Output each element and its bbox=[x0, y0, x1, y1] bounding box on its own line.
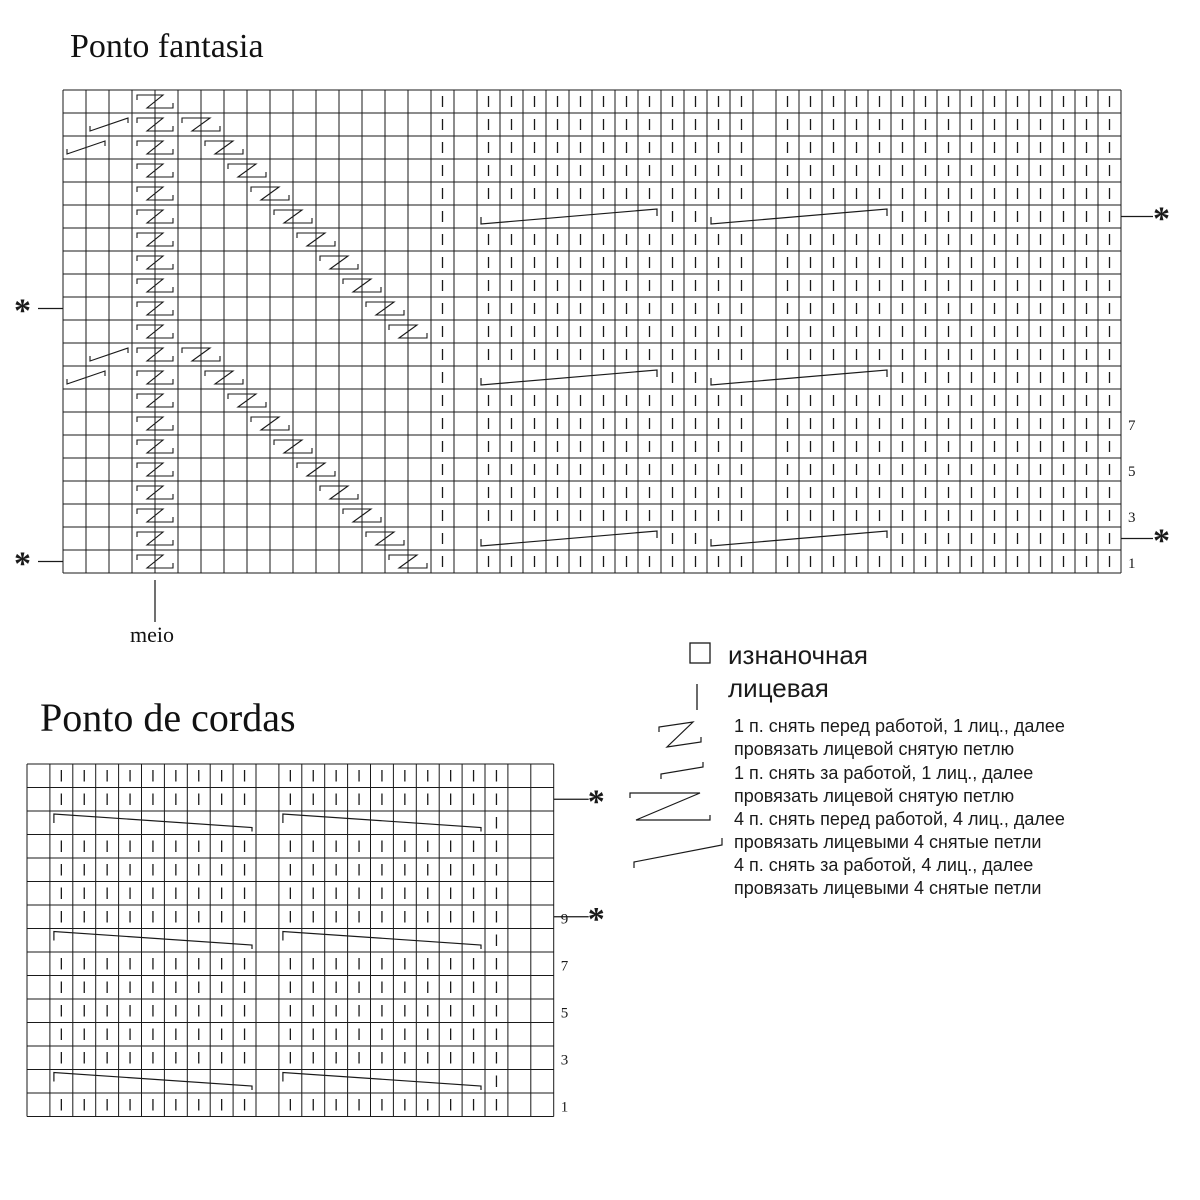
row-number: 9 bbox=[560, 911, 569, 928]
row-number: 1 bbox=[1128, 556, 1136, 572]
cross-4-back-icon bbox=[634, 838, 722, 868]
cable-cross-symbol bbox=[54, 932, 252, 950]
legend-description: 4 п. снять за работой, 4 лиц., далее провязать лицевыми 4 снятые петли bbox=[734, 855, 1042, 898]
legend-description: 4 п. снять перед работой, 4 лиц., далее провязать лицевыми 4 снятые петли bbox=[734, 809, 1065, 852]
legend-text: изнаночная bbox=[728, 640, 868, 670]
cable-cross-symbol bbox=[54, 814, 252, 832]
row-number: 5 bbox=[1128, 464, 1136, 480]
legend-text: лицевая bbox=[728, 673, 829, 703]
row-number: 5 bbox=[560, 1005, 569, 1022]
repeat-marker: * bbox=[587, 900, 605, 938]
cross-4-front-icon bbox=[630, 793, 710, 820]
cross-1-back-icon bbox=[661, 762, 703, 779]
row-number: 7 bbox=[560, 958, 569, 975]
repeat-marker: * bbox=[1153, 200, 1170, 238]
row-number: 7 bbox=[1128, 418, 1136, 434]
row-number: 3 bbox=[560, 1052, 569, 1069]
chart-title-ponto-de-cordas: Ponto de cordas bbox=[40, 695, 296, 740]
chart-ponto-de-cordas bbox=[27, 764, 605, 1117]
purl-box-icon bbox=[690, 643, 710, 663]
cable-cross-symbol bbox=[283, 932, 481, 950]
legend-description: 1 п. снять перед работой, 1 лиц., далее провязать лицевой снятую петлю bbox=[734, 716, 1065, 759]
cable-cross-symbol bbox=[283, 1073, 481, 1091]
chart-ponto-fantasia bbox=[14, 90, 1170, 583]
row-number: 3 bbox=[1128, 510, 1136, 526]
legend bbox=[630, 640, 1065, 898]
cross-1-front-icon bbox=[659, 722, 701, 747]
repeat-marker: * bbox=[14, 545, 31, 583]
repeat-marker: * bbox=[1153, 522, 1170, 560]
row-number: 1 bbox=[560, 1099, 569, 1116]
chart-title-ponto-fantasia: Ponto fantasia bbox=[70, 28, 264, 65]
repeat-marker: * bbox=[14, 292, 31, 330]
legend-description: 1 п. снять за работой, 1 лиц., далее провязать лицевой снятую петлю bbox=[734, 763, 1034, 806]
cable-cross-symbol bbox=[283, 814, 481, 832]
middle-label: meio bbox=[130, 622, 174, 647]
repeat-marker: * bbox=[587, 783, 605, 821]
cable-cross-symbol bbox=[54, 1073, 252, 1091]
